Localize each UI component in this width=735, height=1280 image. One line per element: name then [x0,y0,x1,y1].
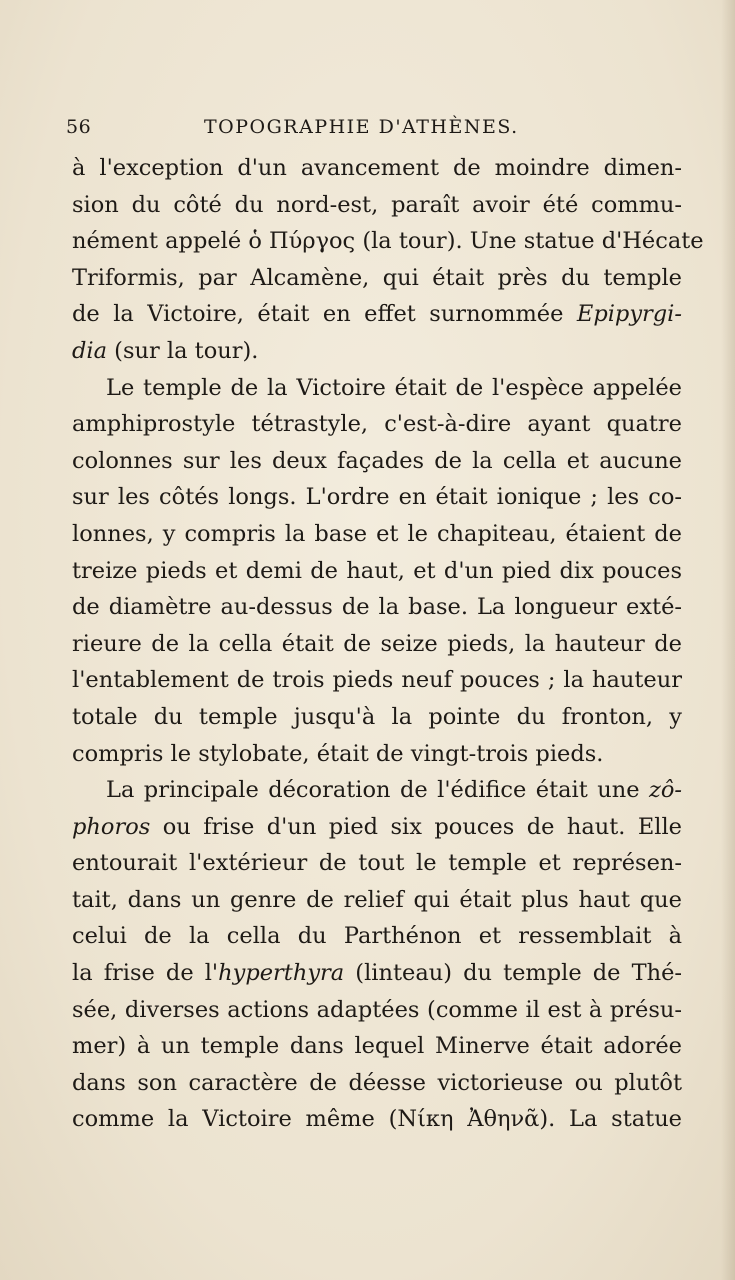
text-line: tait, dans un genre de relief qui était plus haut que [72,886,682,913]
body-text [72,150,704,1138]
running-title: TOPOGRAPHIE D'ATHÈNES. [204,116,519,138]
text-line: de la Victoire, était en effet surnommée Epipyrgi- [72,301,682,328]
text-line: totale du temple jusqu'à la pointe du fronton, y [72,703,682,730]
text-line: sur les côtés longs. L'ordre en était ionique ; les co- [72,484,682,511]
text-line: Le temple de la Victoire était de l'espèce appelée [106,374,682,401]
text-line: Triformis, par Alcamène, qui était près du temple [72,264,682,291]
page-number: 56 [66,116,92,138]
text-line: colonnes sur les deux façades de la cella et aucune [72,447,682,474]
page-edge-shadow [721,0,735,1280]
text-line: treize pieds et demi de haut, et d'un pied dix pouces [72,557,682,584]
text-line: comme la Victoire même (Νίκη Ἀθηνᾶ). La statue [72,1106,682,1133]
text-line: sion du côté du nord-est, paraît avoir été commu- [72,191,682,218]
text-line: celui de la cella du Parthénon et ressemblait à [72,923,682,950]
text-line: à l'exception d'un avancement de moindre dimen- [72,155,682,181]
text-line: phoros ou frise d'un pied six pouces de haut. Elle [72,813,682,840]
text-line: de diamètre au-dessus de la base. La longueur exté- [72,594,682,621]
text-line: compris le stylobate, était de vingt-trois pieds. [72,740,604,767]
text-line: dans son caractère de déesse victorieuse ou plutôt [72,1069,682,1096]
text-line: lonnes, y compris la base et le chapiteau, étaient de [72,520,682,547]
text-line: nément appelé ὁ Πύργος (la tour). Une statue d'Hécate [72,228,704,255]
text-line: la frise de l'hyperthyra (linteau) du temple de Thé- [72,960,682,987]
text-line: amphiprostyle tétrastyle, c'est-à-dire ayant quatre [72,411,682,438]
text-line: rieure de la cella était de seize pieds, la hauteur de [72,630,682,657]
running-header [66,116,666,146]
text-line: mer) à un temple dans lequel Minerve était adorée [72,1033,682,1060]
text-line: entourait l'extérieur de tout le temple et représen- [72,850,682,877]
text-line: dia (sur la tour). [72,337,259,364]
text-line: sée, diverses actions adaptées (comme il est à présu- [72,996,682,1023]
text-line: La principale décoration de l'édifice était une zô- [106,777,682,804]
text-line: l'entablement de trois pieds neuf pouces ; la hauteur [72,667,682,694]
